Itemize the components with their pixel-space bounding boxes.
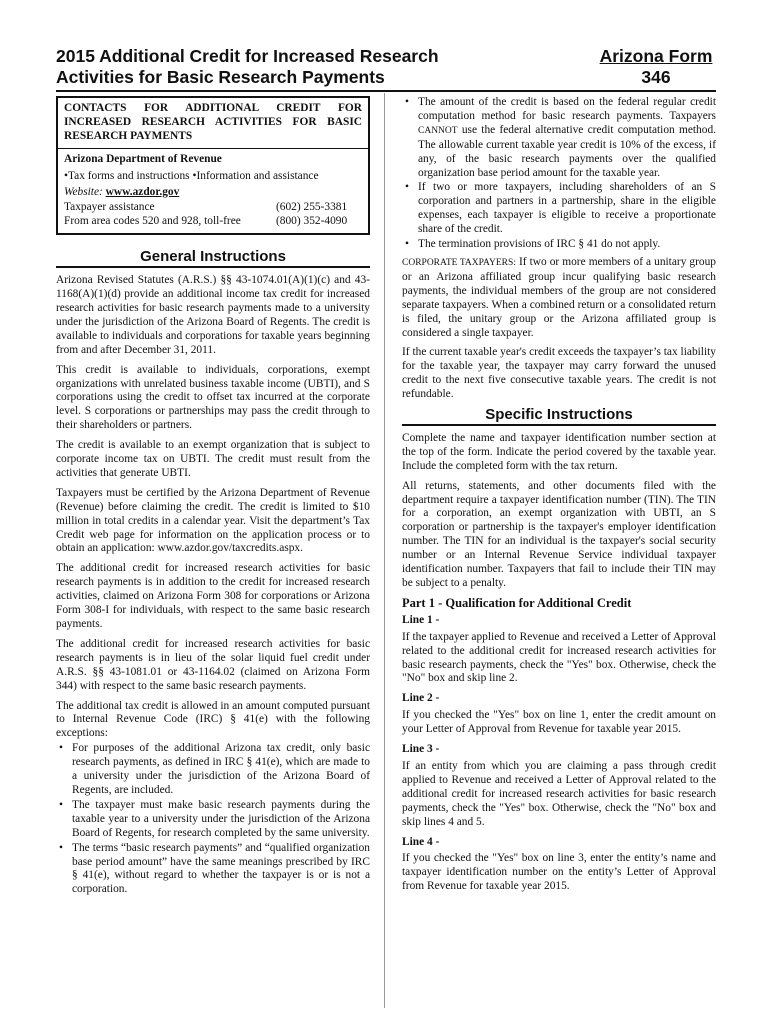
line4-label: Line 4 - [402,835,440,848]
credit-rules-list [402,96,716,252]
list-item: • For purposes of the additional Arizona tax credit, only basic research payments, as defined in IRC § 41(e), which are made to a university under the jurisdiction of the Arizona Board of Regents, are included. [56,742,370,798]
b1-cannot: CANNOT [418,125,458,136]
line1-text: If the taxpayer applied to Revenue and received a Letter of Approval related to the additional credit for increased research activities for basic research payments, check the "Yes" box. Otherwise, check the "No" box and skip line 2. [402,630,716,685]
specific-heading: Specific Instructions [402,408,716,426]
corp-label: CORPORATE TAXPAYERS: [402,257,516,268]
general-p2: This credit is available to individuals, corporations, exempt organizations with unrelated business taxable income (UBTI), and S corporations using the credit to offset tax incurred at the corporate level. S corporations or partnerships may pass the credit through to their shareholders or partners. [56,363,370,432]
list-item [402,96,716,180]
contacts-box [56,96,370,235]
website-label: Website: [64,185,103,198]
corporate-taxpayers [402,256,716,340]
contacts-website-row [64,186,362,200]
row1-label: Taxpayer assistance [64,201,155,214]
specific-p2: All returns, statements, and other documents filed with the department require a taxpayer identification number (TIN). The TIN for a corporation, an exempt organization with UBTI, an S corporation or partnership is the taxpayer's employer identification number. The TIN for an individual is the taxpayer's social security number or an Internal Revenue Service individual taxpayer identification number. Taxpayers that fail to include their TIN may be subject to a penalty. [402,479,716,589]
general-p1: Arizona Revised Statutes (A.R.S.) §§ 43-1074.01(A)(1)(c) and 43-1168(A)(1)(d) provide an additional income tax credit for increased research activities for basic research payments made to a university under the jurisdiction of the Arizona Board of Regents. The credit is available to individuals and corporations for taxable years beginning from and after December 31, 2011. [56,274,370,356]
list-item: • The terms “basic research payments” and “qualified organization base period amount” have the same meanings prescribed by IRC § 41(e), without regard to whether the taxpayer is or is not a corporation. [56,842,370,898]
line2-text: If you checked the "Yes" box on line 1, enter the credit amount on your Letter of Approval from Revenue for taxable year 2015. [402,709,716,736]
contacts-row-2 [64,215,362,229]
column-divider [384,93,385,1008]
list-item: • If two or more taxpayers, including shareholders of an S corporation and partners in a partnership, share in the eligible expenses, each taxpayer is eligible to receive a proportionate share of the credit. [402,181,716,237]
left-column [56,96,370,901]
list-item: • The termination provisions of IRC § 41 do not apply. [402,238,716,252]
contacts-row-1 [64,201,362,215]
line4-text: If you checked the "Yes" box on line 3, enter the entity’s name and taxpayer identification number on the entity’s Letter of Approval from Revenue for taxable year 2015. [402,852,716,893]
website-link[interactable]: www.azdor.gov [105,185,180,198]
title-line-2: Activities for Basic Research Payments [56,67,385,87]
line3-label: Line 3 - [402,743,440,756]
general-p7: The additional tax credit is allowed in an amount computed pursuant to Internal Revenue Code (IRC) § 41(e) with the following exceptions: [56,699,370,740]
form-number: 346 [641,67,671,87]
general-heading: General Instructions [56,250,370,268]
form-title [56,46,516,88]
general-p3: The credit is available to an exempt organization that is subject to corporate income tax on UBTI. The credit must result from the activities that generate UBTI. [56,439,370,479]
carryforward-text: If the current taxable year's credit exceeds the taxpayer’s tax liability for the taxable year, the taxpayer may carry forward the unused credit to the next five consecutive taxable years. The credit is not refundable. [402,346,716,401]
form-id [596,46,716,88]
row2-phone: (800) 352-4090 [276,215,348,228]
contacts-services: •Tax forms and instructions •Information and assistance [64,169,319,182]
general-p6: The additional credit for increased research activities for basic research payments is in lieu of the solar liquid fuel credit under A.R.S. §§ 43-1081.01 or 43-1164.02 (claimed on Arizona Form 344) with respect to the same basic research payments. [56,637,370,692]
line3-text: If an entity from which you are claiming a pass through credit applied to Revenue and received a Letter of Approval related to the additional credit for increased research activities for basic research payments, check the "Yes" box. Otherwise, check the "No" box and skip lines 4 and 5. [402,759,716,828]
general-p4: Taxpayers must be certified by the Arizona Department of Revenue (Revenue) before claiming the credit. The credit is limited to $10 million in total credits in a calendar year. Visit the department’s Tax Credit web page for information on the application process or to obtain an application: www.azdor.gov/taxcredits.aspx. [56,486,370,555]
b1-pre: The amount of the credit is based on the federal regular credit computation method for basic research payments. Taxpayers [418,96,716,122]
part1-heading: Part 1 - Qualification for Additional Credit [402,595,632,610]
line1-label: Line 1 - [402,613,440,626]
title-line-1: 2015 Additional Credit for Increased Research [56,46,439,66]
b1-post: use the federal alternative credit computation method. The allowable current taxable year credit is 10% of the excess, if any, of the basic research payments over the qualified organization base period amount for the taxable year. [418,123,716,179]
corp-text: If two or more members of a unitary group or an Arizona affiliated group incur qualifying basic research payments, the individual members of the group are not considered separate taxpayers. When a combined return or a consolidated return is filed, the unitary group or the Arizona affiliated group is considered a single taxpayer. [402,255,717,339]
specific-p1: Complete the name and taxpayer identification number section at the top of the form. Indicate the period covered by the taxable year. Include the completed form with the tax return. [402,431,716,472]
contacts-dept: Arizona Department of Revenue [64,152,222,165]
row2-label: From area codes 520 and 928, toll-free [64,215,241,228]
general-p5: The additional credit for increased research activities for basic research payments is in addition to the credit for increased research activities, claimed on Arizona Form 308 for corporations or Arizona Form 308-I for individuals, with respect to the same basic research payments. [56,562,370,630]
row1-phone: (602) 255-3381 [276,201,348,214]
right-column [402,96,716,900]
line2-label: Line 2 - [402,692,440,705]
header-rule [56,90,716,92]
contacts-title: CONTACTS FOR ADDITIONAL CREDIT FOR INCREASED RESEARCH ACTIVITIES FOR BASIC RESEARCH PAYMENTS [58,102,368,149]
form-label: Arizona Form [599,46,713,66]
list-item: • The taxpayer must make basic research payments during the taxable year to a university under the jurisdiction of the Arizona Board of Regents, for research completed by the same university. [56,799,370,841]
exceptions-list [56,742,370,897]
